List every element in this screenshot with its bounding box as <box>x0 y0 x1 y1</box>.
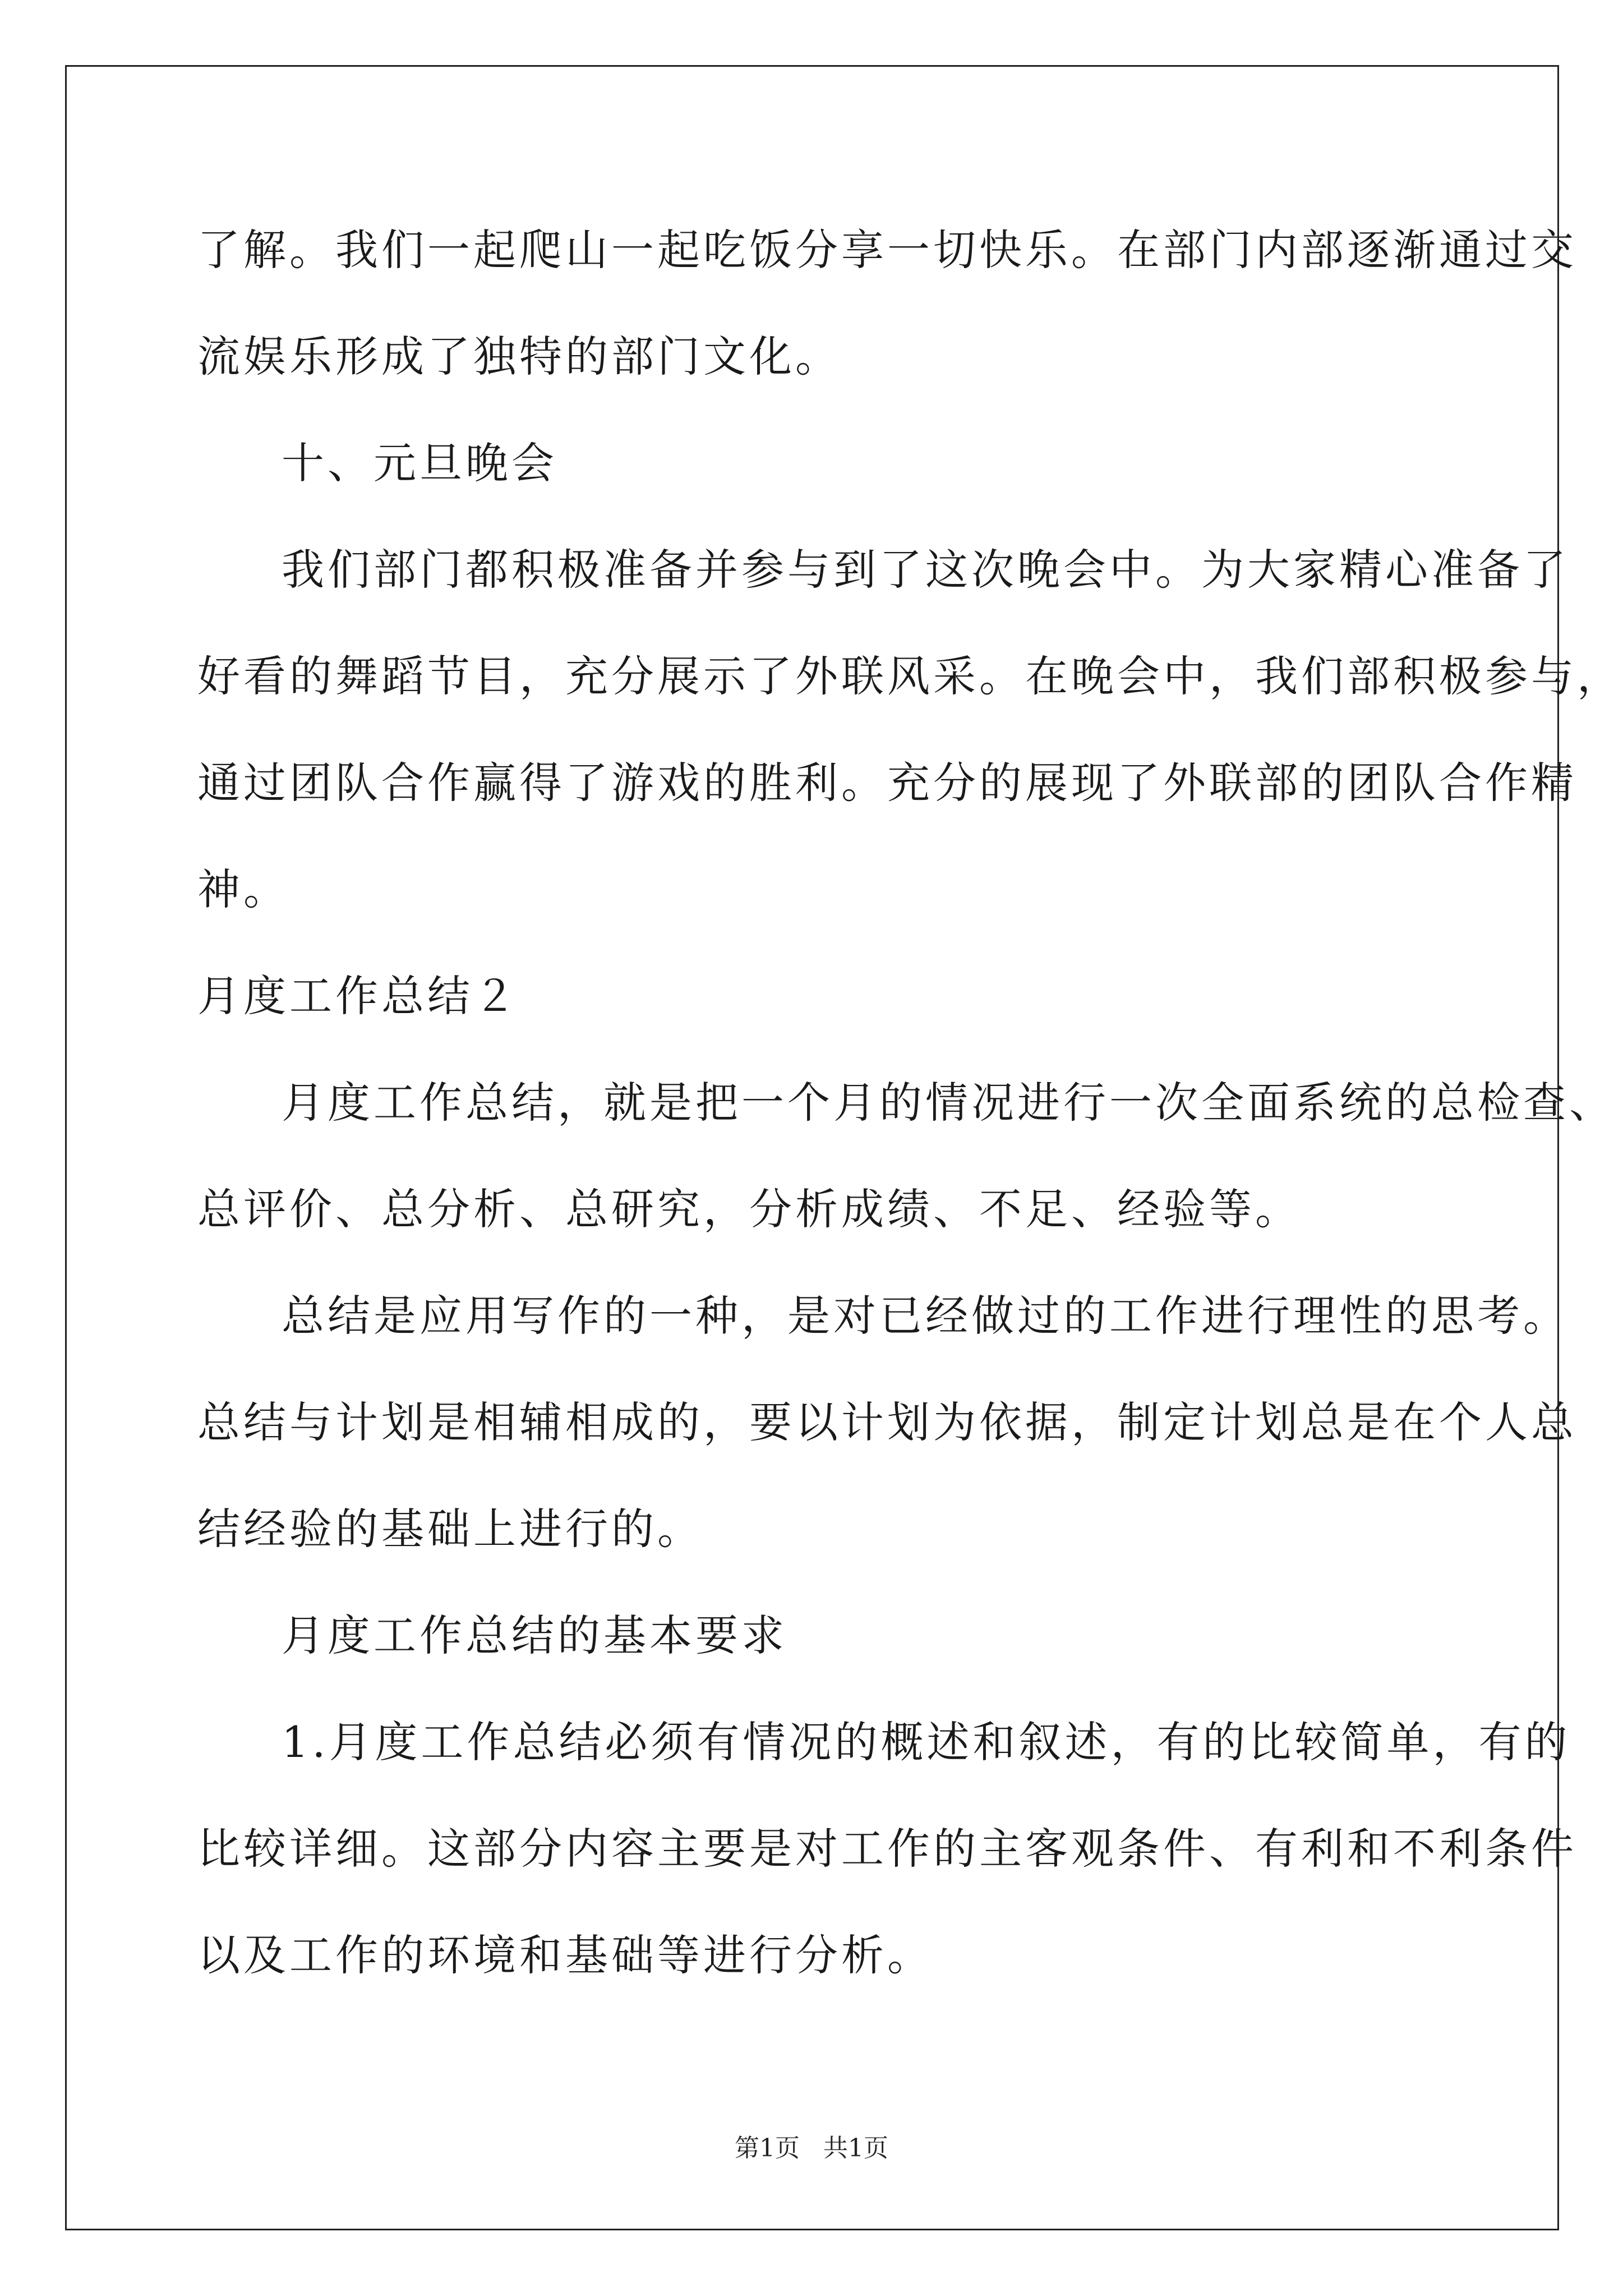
text-line: 以及工作的环境和基础等进行分析。 <box>197 1930 933 1980</box>
page-count: 共1页 <box>823 2134 888 2162</box>
text-line: 神。 <box>197 864 289 914</box>
section-heading: 十、元旦晚会 <box>282 438 557 488</box>
text-line: 总评价、总分析、总研究，分析成绩、不足、经验等。 <box>197 1184 1301 1234</box>
text-line: 总结与计划是相辅相成的，要以计划为依据，制定计划总是在个人总 <box>197 1397 1577 1447</box>
text-line: 好看的舞蹈节目，充分展示了外联风采。在晚会中，我们部积极参与， <box>197 651 1623 701</box>
section-heading: 月度工作总结的基本要求 <box>282 1611 787 1660</box>
page-footer <box>0 2132 1623 2165</box>
text-line: 总结是应用写作的一种，是对已经做过的工作进行理性的思考。 <box>282 1291 1569 1341</box>
page-number: 第1页 <box>735 2134 800 2162</box>
text-line: 流娱乐形成了独特的部门文化。 <box>197 332 841 381</box>
text-line: 了解。我们一起爬山一起吃饭分享一切快乐。在部门内部逐渐通过交 <box>197 225 1577 275</box>
text-line: 结经验的基础上进行的。 <box>197 1504 703 1554</box>
text-line: 比较详细。这部分内容主要是对工作的主客观条件、有利和不利条件 <box>197 1824 1577 1874</box>
text-line: 月度工作总结，就是把一个月的情况进行一次全面系统的总检查、 <box>282 1078 1615 1128</box>
page-border <box>65 65 1559 2230</box>
text-line: 1.月度工作总结必须有情况的概述和叙述，有的比较简单，有的 <box>282 1717 1571 1767</box>
document-title: 月度工作总结２ <box>197 971 519 1021</box>
text-line: 我们部门都积极准备并参与到了这次晚会中。为大家精心准备了 <box>282 545 1569 595</box>
text-line: 通过团队合作赢得了游戏的胜利。充分的展现了外联部的团队合作精 <box>197 758 1577 808</box>
